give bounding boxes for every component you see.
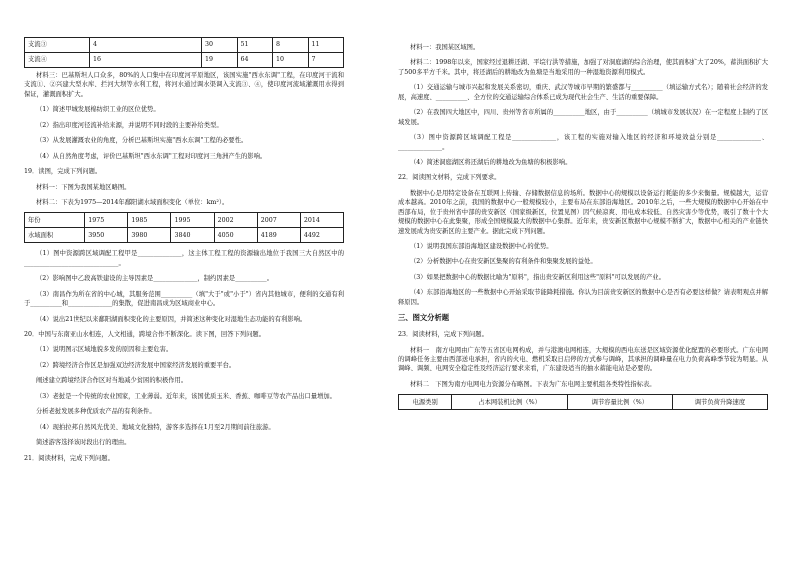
q19-part1: （1）图中资源跨区域调配工程甲是______________，这主体工程工程的资源输出地位于我国三大自然区中的______________________________。: [24, 250, 344, 267]
table-row: 支流④ 16 19 64 10 7: [25, 53, 344, 68]
right-column: [398, 40, 768, 410]
q21-part2: （2）在我国四大地区中，四川、贵州等省市所属的__________地区，由于__________（填城市发展状况）在一定程度上制约了区域发展。: [398, 109, 768, 126]
power-grid-table: [398, 394, 768, 410]
material-3: 材料三：巴基斯坦人口众多，80%的人口集中在印度河平原地区，该国实施"西水东调"工程，在印度河干流和支流①、②兴建大型水库、拦河大坝等水利工程，将河水通过调水渠调入支流③、④，使印度河流域灌溉用水得到保证，灌溉面积扩大。: [24, 72, 344, 98]
q22-heading: 22．阅读图文材料，完成下列要求。: [398, 174, 501, 182]
q20-part4-ask: 简述游客选择该时段出行的理由。: [36, 439, 131, 447]
q20-part3-ask: 分析老挝发展多种优质农产品的有利条件。: [36, 408, 156, 416]
table-row: 电源类别 占本网装机比例（%） 调节容量比例（%） 调节负荷升降速度: [399, 395, 768, 410]
lake-area-table: [24, 212, 344, 243]
q20-part3: （3）老挝是一个传统的农业国家，工业薄弱。近年来，该国优质玉米、香蕉、咖啡豆等农产品出口量增加。: [36, 392, 336, 400]
q22-part2: （2）分析数据中心在贵安新区集聚的有利条件和集聚发展的益处。: [410, 258, 597, 266]
q22-part4: （4）东部沿海地区的一些数据中心开始采取节能降耗措施。你认为目前贵安新区的数据中心是否有必要这样做？请表明观点并解释原因。: [398, 289, 768, 306]
q21-heading: 21．阅读材料，完成下列问题。: [24, 454, 114, 462]
q19-part2: （2）影响图中乙段高铁建设的主导因素是______________，制约因素是__________。: [36, 275, 273, 283]
q18-part3: （3）从发展灌溉农业的角度，分析巴基斯坦实施"西水东调"工程的必要性。: [36, 137, 248, 145]
section-heading: 三、图文分析题: [398, 313, 450, 323]
q19-material-1: 材料一：下图为我国某地区略图。: [36, 183, 131, 191]
tributary-table: [24, 37, 344, 68]
table-row: 年份 1975 1985 1995 2002 2007 2014: [25, 213, 344, 228]
q22-passage: 数据中心是用特定设备在互联网上传输、存储数据信息的场所。数据中心的规模以设备运行耗能的多少来衡量。规模越大，运营成本越高。2010年之前，我国的数据中心一般规模较小，主要布局在东部沿海地区。2010年之后，一些大规模的数据中心开始在中西部布局，位于贵州省中部的贵安新区（国家级新区，位置见图）因气候凉爽、用电成本较低、自然灾害少等优势，吸引了数十个大规模的数据中心在此集聚，形成全国规模最大的数据中心集群。近年来，贵安新区数据中心规模不断扩大，数据中心相关的产业链快速发展成为贵安新区的主要产业。据此完成下列问题。: [398, 189, 768, 235]
q23-material-2: 材料二 下图为南方电网电力资源分布略图。下表为广东电网主要机组各类特性指标表。: [410, 380, 656, 388]
q21-material-1: 材料一：我国某区域图。: [410, 44, 480, 51]
q20-part1: （1）说明图示区域地貌多发的原因和主要危害。: [36, 346, 173, 354]
q21-part3: （3）图中资源跨区域调配工程是______________，该工程的实施对输入地区的经济和环境效益分别是______________、______________。: [398, 134, 768, 151]
q19-heading: 19．读图，完成下列问题。: [24, 168, 102, 176]
q23-material-1: 材料一 南方电网由广东等五省区电网构成，并与港澳电网相连，大规模的西电东送是区域资源优化配置的必要形式。广东电网的调峰任务主要由西部送电承担，省内的火电、燃机采取日启停的方式参与调峰，其承担的调峰量在电力负荷高峰季节较为明显。从调峰、调频、电网安全稳定性及经济运行要求来看，广东建设适当的抽水蓄能电站是必要的。: [398, 346, 768, 373]
q18-part1: （1）简述甲城发展棉纺织工业的区位优势。: [36, 106, 160, 114]
table-row: 水域面积 3950 3980 3840 4050 4189 4492: [25, 228, 344, 243]
q22-part1: （1）说明我国东部沿海地区建设数据中心的优势。: [410, 243, 553, 250]
q22-part3: （3）如果把数据中心的数据比喻为"原料"，指出贵安新区利用这些"原料"可以发展的产业。: [410, 273, 665, 281]
q19-part3: （3）南昌作为所在省的中心城，其服务范围__________（填"大于"或"小于"）省内其他城市，便利的交通有利于__________和______________的集散，促进南昌成为区域商业中心。: [24, 290, 344, 308]
table-row: 支流③ 4 30 51 8 11: [25, 38, 344, 53]
q21-part4: （4）简述洞庭湖区将还湖后的耕地改为鱼塘的积极影响。: [410, 158, 572, 166]
q20-heading: 20．中国与东南亚山水相连，人文相通，跨境合作不断深化。读下图，回答下列问题。: [24, 331, 265, 338]
q21-part1: （1）交通运输与城市兴起和发展关系密切，重庆、武汉等城市早期的繁盛都与__________（填运输方式名）；随着社会经济的发展，高速度、__________、全方位的交通运输综合体系已成为现代社会生产、生活的重要保障。: [398, 84, 768, 101]
q20-part2-ask: 阐述建立跨境经济合作区对当地减少贫困的积极作用。: [36, 377, 188, 385]
q18-part2: （2）指出印度河径流补给来源，并说明不同时段的主要补给类型。: [36, 121, 223, 129]
q19-material-2: 材料二：下表为1975—2014年鄱阳湖水域面积变化（单位：km²）。: [36, 198, 229, 206]
q18-part4: （4）从自然角度考虑，评价巴基斯坦"西水东调"工程对印度河三角洲产生的影响。: [36, 152, 267, 160]
q23-heading: 23．阅读材料，完成下列问题。: [398, 331, 488, 339]
q21-material-2: 材料二：1998年以来，国家经过退耕还湖、平垸行洪等措施，加强了对洞庭湖的综合治理，使其面积扩大了20%，蓄洪面积扩大了500多平方千米。其中，将还湖后的耕地改为鱼塘是当地采用的一种湿地资源利用模式。: [398, 59, 768, 76]
q19-part4: （4）说出21世纪以来鄱阳湖面积变化的主要原因，并简述这种变化对湿地生态功能的有利影响。: [36, 315, 307, 323]
left-column: [24, 0, 344, 466]
q20-part2: （2）跨境经济合作区是加强双边经济发展中国家经济发展的重要平台。: [36, 361, 236, 369]
q20-part4: （4）现拍拉邦自然风光优美、地域文化独特，游客多选择在1月至2月期间前往旅游。: [36, 423, 275, 431]
